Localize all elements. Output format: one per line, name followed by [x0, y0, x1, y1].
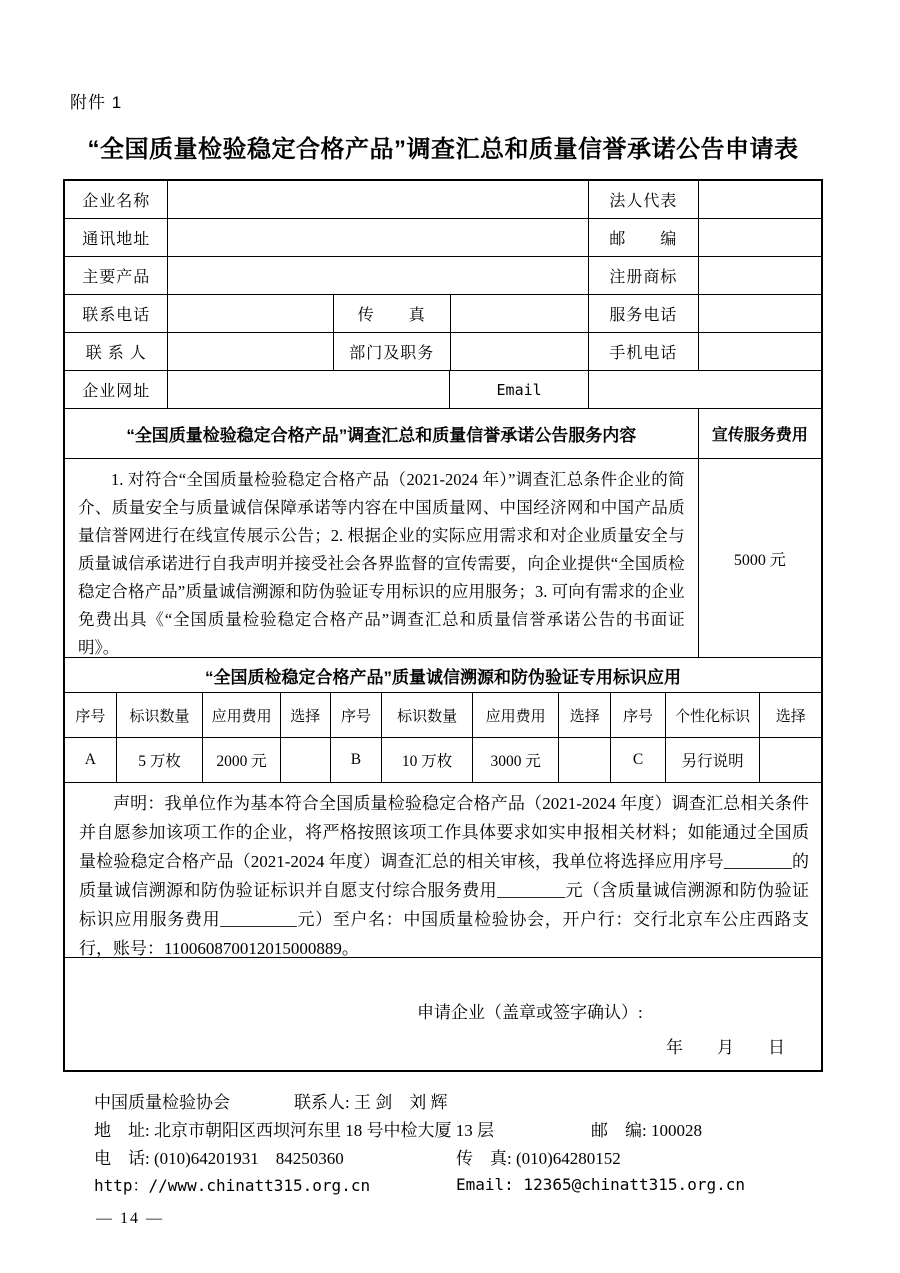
trademark-input[interactable] [699, 257, 821, 294]
marks-custom-note: 另行说明 [666, 738, 761, 782]
legal-rep-input[interactable] [699, 181, 821, 218]
fax-input[interactable] [451, 295, 589, 332]
service-phone-label: 服务电话 [589, 295, 698, 332]
marks-col-select-b: 选择 [559, 693, 611, 737]
footer-email-link[interactable]: Email: 12365@chinatt315.org.cn [456, 1174, 745, 1194]
declaration-row [65, 783, 821, 958]
address-label: 通讯地址 [65, 219, 168, 256]
marks-select-a-input[interactable] [281, 738, 331, 782]
footer-website-link[interactable]: http：//www.chinatt315.org.cn [94, 1175, 371, 1195]
website-input[interactable] [168, 371, 450, 408]
postcode-label: 邮 编 [589, 219, 698, 256]
marks-fee-b: 3000 元 [473, 738, 560, 782]
contact-phone-label: 联系电话 [65, 295, 168, 332]
marks-seq-b: B [331, 738, 383, 782]
contact-phone-input[interactable] [168, 295, 333, 332]
marks-col-seq-a: 序号 [65, 693, 117, 737]
footer-contact-block [94, 1086, 823, 1198]
main-products-input[interactable] [168, 257, 589, 294]
service-content-text [65, 459, 699, 657]
marks-section-row [65, 658, 821, 693]
footer-org-name: 中国质量检验协会 [94, 1092, 230, 1112]
contact-person-label: 联 系 人 [65, 333, 168, 370]
marks-fee-a: 2000 元 [203, 738, 281, 782]
dept-title-label: 部门及职务 [334, 333, 451, 370]
marks-col-seq-b: 序号 [331, 693, 383, 737]
footer-line-address [94, 1114, 823, 1142]
table-row [65, 295, 821, 333]
table-row [65, 219, 821, 257]
email-label: Email [450, 371, 589, 408]
mobile-input[interactable] [699, 333, 821, 370]
marks-header-row [65, 693, 821, 738]
marks-seq-c: C [611, 738, 666, 782]
application-form-table [63, 179, 823, 1072]
service-fee-value: 5000 元 [733, 551, 786, 569]
table-row [65, 257, 821, 295]
service-fee-header: 宣传服务费用 [711, 427, 808, 444]
table-row [65, 181, 821, 219]
table-row [65, 333, 821, 371]
service-content-row [65, 459, 821, 658]
mobile-label: 手机电话 [589, 333, 698, 370]
fax-label: 传 真 [334, 295, 451, 332]
service-content-header: “全国质量检验稳定合格产品”调查汇总和质量信誉承诺公告服务内容 [65, 409, 699, 458]
footer-phone: 电 话: (010)64201931 84250360 [94, 1148, 344, 1168]
marks-col-seq-c: 序号 [611, 693, 666, 737]
marks-qty-b: 10 万枚 [382, 738, 473, 782]
company-name-input[interactable] [168, 181, 589, 218]
marks-col-custom: 个性化标识 [666, 693, 761, 737]
page-title: “全国质量检验稳定合格产品”调查汇总和质量信誉承诺公告申请表 [87, 136, 799, 163]
signature-label: 申请企业（盖章或签字确认）: [417, 1003, 643, 1022]
marks-col-qty-a: 标识数量 [117, 693, 204, 737]
footer-line-phone [94, 1142, 823, 1170]
marks-qty-a: 5 万枚 [117, 738, 204, 782]
footer-address: 地 址: 北京市朝阳区西坝河东里 18 号中检大厦 13 层 [94, 1120, 494, 1140]
company-name-label: 企业名称 [65, 181, 168, 218]
page-number: — 14 — [96, 1210, 164, 1227]
contact-person-input[interactable] [168, 333, 333, 370]
marks-col-select-a: 选择 [281, 693, 331, 737]
footer-postcode: 邮 编: 100028 [591, 1120, 702, 1140]
footer-contacts: 联系人: 王 剑 刘 辉 [294, 1092, 448, 1112]
footer-fax: 传 真: (010)64280152 [456, 1148, 621, 1168]
footer-line-web [94, 1170, 823, 1198]
legal-rep-label: 法人代表 [589, 181, 698, 218]
trademark-label: 注册商标 [589, 257, 698, 294]
marks-seq-a: A [65, 738, 117, 782]
marks-col-qty-b: 标识数量 [382, 693, 473, 737]
main-products-label: 主要产品 [65, 257, 168, 294]
table-row [65, 371, 821, 409]
declaration-text: 声明：我单位作为基本符合全国质量检验稳定合格产品（2021-2024 年度）调查汇总相关条件并自愿参加该项工作的企业，将严格按照该项工作具体要求如实申报相关材料；如能通过全国质量检验稳定合格产品（2021-2024 年度）调查汇总的相关审核，我单位将选择应用序号________的质量诚信溯源和防伪验证标识并自愿支付综合服务费用________元（含质量诚信溯源和防伪验证标识应用服务费用_________元）至户名：中国质量检验协会，开户行：交行北京车公庄西路支行，账号：110060870012015000889。 [79, 794, 809, 958]
dept-title-input[interactable] [451, 333, 589, 370]
marks-col-select-c: 选择 [775, 708, 806, 725]
service-content-paragraph: 1. 对符合“全国质量检验稳定合格产品（2021-2024 年）”调查汇总条件企业的简介、质量安全与质量诚信保障承诺等内容在中国质量网、中国经济网和中国产品质量信誉网进行在线宣传展示公告；2. 根据企业的实际应用需求和对企业质量安全与质量诚信承诺进行自我声明并接受社会各界监督的宣传需要，向企业提供“全国质检稳定合格产品”质量诚信溯源和防伪验证专用标识的应用服务；3. 可向有需求的企业免费出具《“全国质量检验稳定合格产品”调查汇总和质量信誉承诺公告的书面证明》。 [78, 470, 685, 657]
marks-select-b-input[interactable] [559, 738, 611, 782]
service-phone-input[interactable] [699, 295, 821, 332]
website-label: 企业网址 [65, 371, 168, 408]
service-header-row [65, 409, 821, 459]
address-input[interactable] [168, 219, 589, 256]
email-input[interactable] [589, 371, 821, 408]
date-line: 年 月 日 [666, 1038, 785, 1057]
marks-select-c-input[interactable] [760, 738, 821, 782]
marks-col-fee-a: 应用费用 [203, 693, 281, 737]
marks-col-fee-b: 应用费用 [473, 693, 560, 737]
signature-row [65, 958, 821, 1070]
marks-section-title: “全国质检稳定合格产品”质量诚信溯源和防伪验证专用标识应用 [205, 667, 681, 687]
marks-data-row [65, 738, 821, 783]
postcode-input[interactable] [699, 219, 821, 256]
attachment-label: 附件 1 [70, 93, 123, 112]
footer-line-org [94, 1086, 823, 1114]
